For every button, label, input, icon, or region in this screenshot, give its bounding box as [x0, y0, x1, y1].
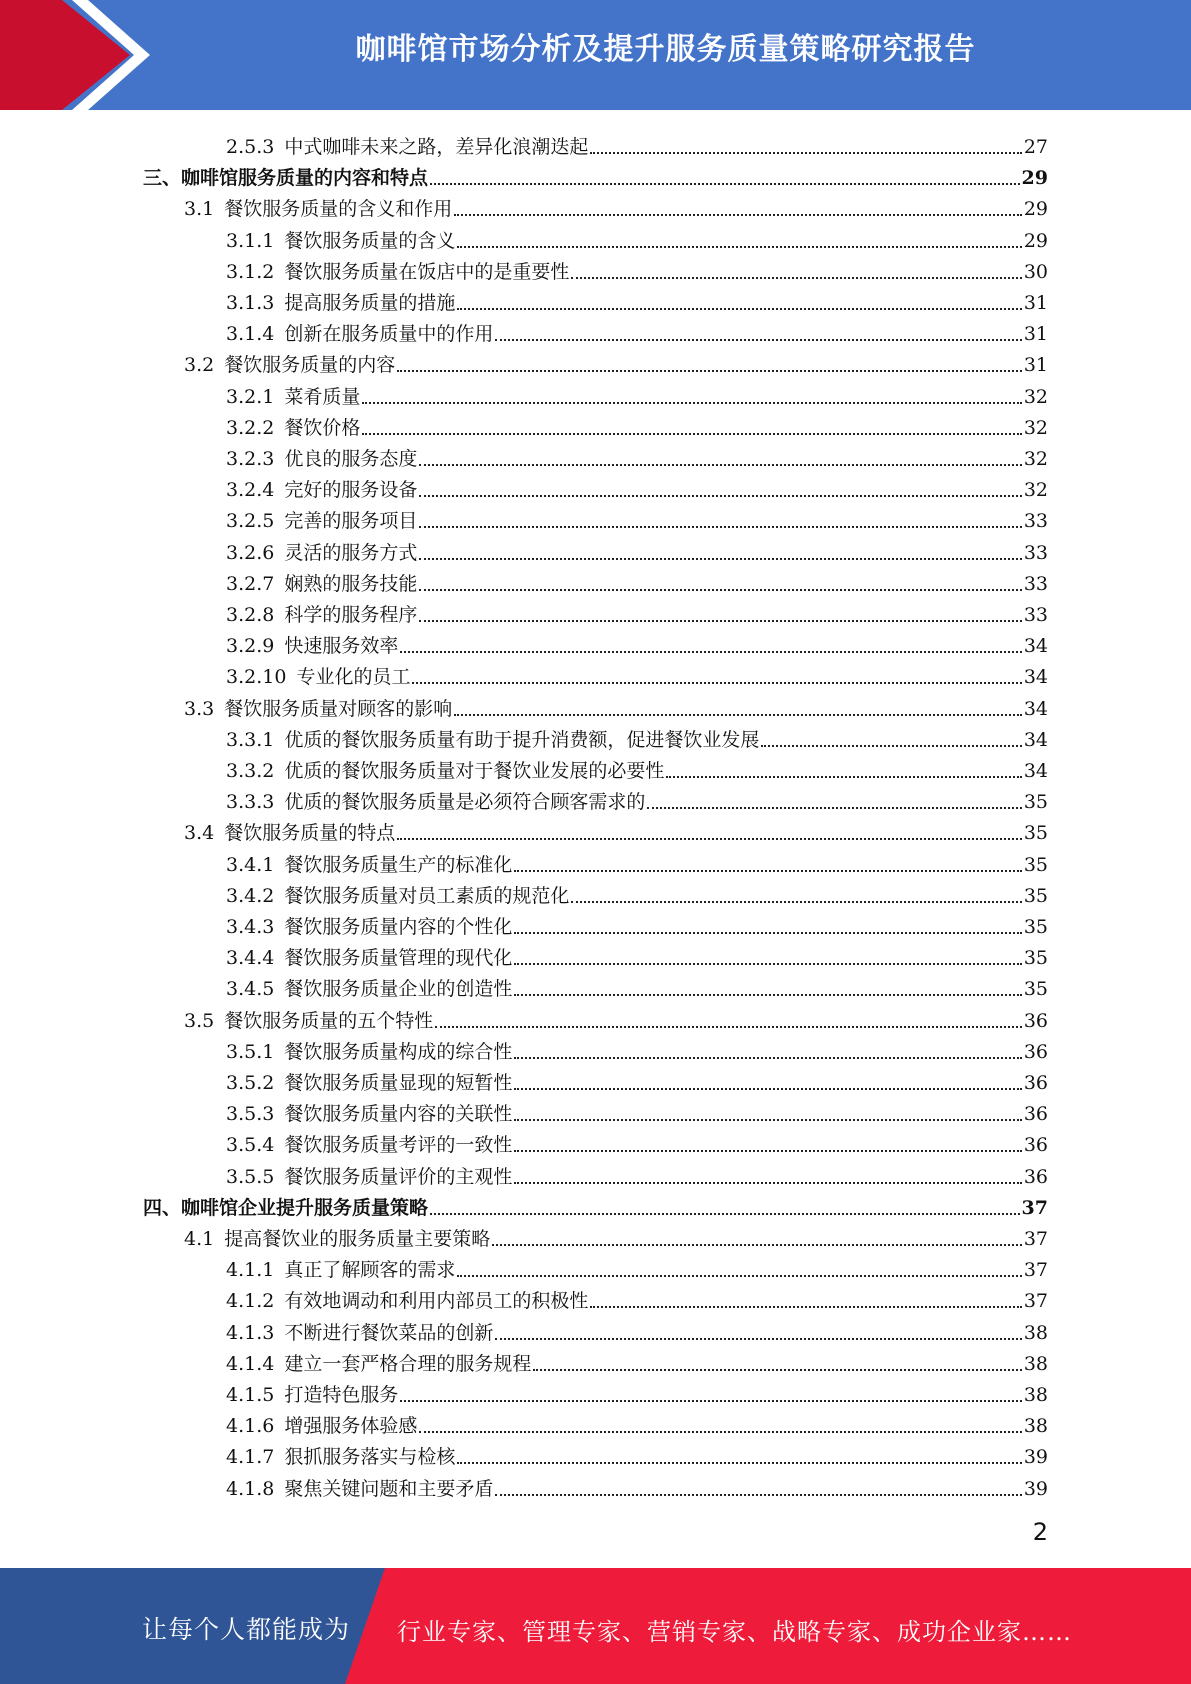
toc-entry-label	[226, 1041, 512, 1064]
toc-entry-page: 37	[1023, 1290, 1048, 1313]
toc-entry-number: 3.4.4	[226, 947, 275, 970]
toc-leader-dots	[362, 402, 1021, 404]
toc-entry-title: 优良的服务态度	[284, 448, 418, 470]
toc-entry-label	[226, 854, 512, 877]
toc-entry-label	[226, 573, 417, 596]
toc-entry-title: 餐饮服务质量内容的关联性	[284, 1103, 513, 1126]
toc-entry-label	[226, 1353, 531, 1376]
toc-entry[interactable]	[226, 1158, 1048, 1189]
toc-entry[interactable]	[184, 814, 1048, 845]
toc-entry-number: 3.3.3	[226, 791, 275, 814]
toc-leader-dots	[457, 308, 1021, 310]
toc-entry-number: 3.1.4	[226, 323, 275, 346]
toc-entry-label	[226, 1478, 493, 1501]
toc-leader-dots	[514, 994, 1021, 996]
toc-entry-label	[143, 1197, 428, 1220]
toc-entry-title: 快速服务效率	[284, 635, 399, 658]
toc-entry-label	[226, 916, 512, 939]
toc-entry-page: 29	[1023, 198, 1048, 221]
toc-entry[interactable]	[226, 502, 1048, 533]
toc-entry-number: 3.2.3	[226, 448, 275, 470]
toc-entry[interactable]	[226, 939, 1048, 970]
toc-entry-title: 餐饮服务质量显现的短暂性	[284, 1072, 513, 1094]
toc-entry[interactable]	[226, 752, 1048, 783]
toc-leader-dots	[457, 246, 1021, 248]
toc-leader-dots	[435, 1026, 1022, 1028]
toc-entry-page: 33	[1023, 572, 1048, 595]
toc-entry[interactable]	[226, 783, 1048, 814]
toc-entry-title: 提高餐饮业的服务质量主要策略	[224, 1228, 491, 1250]
header-arrow-icon	[0, 0, 160, 110]
toc-entry-label	[226, 1259, 455, 1282]
toc-entry-page: 38	[1023, 1384, 1048, 1406]
toc-entry-title: 餐饮服务质量内容的个性化	[284, 916, 513, 938]
toc-entry[interactable]	[226, 565, 1048, 596]
toc-entry-label	[226, 1415, 417, 1438]
toc-entry[interactable]	[226, 658, 1048, 689]
toc-entry-title: 餐饮服务质量对顾客的影响	[224, 697, 453, 720]
toc-entry-title: 餐饮服务质量评价的主观性	[284, 1165, 513, 1188]
toc-entry-title: 灵活的服务方式	[284, 541, 418, 564]
toc-entry-number: 3.2.6	[226, 541, 275, 564]
toc-entry[interactable]	[226, 846, 1048, 877]
toc-entry-number: 4.1.1	[226, 1259, 275, 1282]
toc-entry[interactable]	[226, 1376, 1048, 1407]
toc-entry-page: 39	[1023, 1446, 1048, 1469]
toc-entry[interactable]	[226, 1251, 1048, 1282]
toc-leader-dots	[495, 1338, 1021, 1340]
toc-entry-label	[184, 822, 395, 845]
toc-leader-dots	[362, 433, 1021, 435]
toc-entry-number: 3.2.8	[226, 604, 275, 626]
toc-entry-page: 31	[1023, 354, 1048, 377]
toc-entry-number: 3.1.1	[226, 229, 275, 252]
toc-entry[interactable]	[184, 190, 1048, 221]
toc-entry-title: 三、咖啡馆服务质量的内容和特点	[143, 167, 429, 190]
toc-entry-label	[226, 417, 360, 440]
toc-entry-title: 餐饮服务质量的特点	[224, 822, 396, 845]
toc-entry[interactable]	[226, 1126, 1048, 1157]
toc-entry-label	[226, 666, 410, 689]
toc-entry-label	[226, 323, 493, 346]
toc-entry-number: 3.1.3	[226, 292, 275, 314]
toc-entry-page: 33	[1023, 510, 1048, 533]
toc-entry-label	[226, 1322, 493, 1345]
toc-entry-page: 38	[1023, 1352, 1048, 1375]
toc-entry[interactable]	[226, 1282, 1048, 1313]
toc-entry-page: 29	[1023, 229, 1048, 252]
toc-leader-dots	[419, 589, 1021, 591]
toc-entry[interactable]	[143, 159, 1048, 190]
toc-leader-dots	[647, 807, 1021, 809]
toc-entry-number: 3.1	[184, 198, 215, 221]
toc-leader-dots	[514, 1182, 1021, 1184]
toc-entry-page: 31	[1023, 292, 1048, 314]
toc-entry-label	[226, 1290, 588, 1313]
toc-leader-dots	[514, 963, 1021, 965]
toc-entry[interactable]	[226, 128, 1048, 159]
toc-entry-label	[226, 791, 645, 814]
toc-entry-label	[226, 1166, 512, 1189]
toc-entry-page: 38	[1023, 1321, 1048, 1344]
toc-entry-number: 3.4.3	[226, 916, 275, 938]
toc-entry-title: 餐饮服务质量生产的标准化	[284, 853, 513, 876]
toc-entry-number: 3.3.1	[226, 728, 275, 751]
toc-entry-title: 创新在服务质量中的作用	[284, 323, 494, 346]
page-number: 2	[1032, 1518, 1048, 1546]
toc-entry-page: 35	[1023, 978, 1048, 1001]
toc-entry-page: 32	[1023, 448, 1048, 470]
toc-entry-number: 3.5	[184, 1009, 215, 1032]
toc-leader-dots	[419, 495, 1021, 497]
toc-entry[interactable]	[226, 1345, 1048, 1376]
toc-entry-label	[226, 1134, 512, 1157]
toc-entry[interactable]	[184, 1220, 1048, 1251]
toc-entry[interactable]	[226, 440, 1048, 471]
toc-entry-label	[184, 1228, 490, 1251]
toc-entry-number: 3.4.1	[226, 853, 275, 876]
toc-entry-page: 36	[1023, 1134, 1048, 1157]
toc-leader-dots	[397, 370, 1022, 372]
toc-entry-page: 35	[1023, 947, 1048, 970]
toc-entry-number: 3.3	[184, 697, 215, 720]
toc-entry-page: 36	[1023, 1009, 1048, 1032]
toc-entry-label	[184, 354, 395, 377]
toc-entry[interactable]	[226, 1064, 1048, 1095]
toc-entry-title: 餐饮价格	[284, 416, 361, 439]
toc-entry-page: 29	[1021, 167, 1048, 190]
toc-entry[interactable]	[226, 409, 1048, 440]
toc-entry[interactable]	[226, 596, 1048, 627]
toc-entry-label	[226, 1072, 512, 1095]
toc-entry-label	[184, 198, 452, 221]
toc-entry-page: 35	[1023, 884, 1048, 907]
toc-entry-label	[226, 1384, 398, 1407]
toc-entry-page: 35	[1023, 791, 1048, 814]
toc-entry-title: 餐饮服务质量的内容	[224, 354, 396, 377]
toc-entry-title: 完好的服务设备	[284, 479, 418, 502]
toc-entry-page: 31	[1023, 323, 1048, 346]
toc-entry-label	[226, 729, 759, 752]
toc-entry-page: 34	[1023, 728, 1048, 751]
toc-leader-dots	[514, 932, 1021, 934]
toc-leader-dots	[495, 1494, 1021, 1496]
toc-entry-page: 34	[1023, 666, 1048, 689]
toc-entry-label	[184, 1010, 433, 1033]
toc-entry-title: 娴熟的服务技能	[284, 572, 418, 595]
toc-entry[interactable]	[226, 378, 1048, 409]
toc-leader-dots	[761, 745, 1021, 747]
toc-entry-title: 餐饮服务质量对员工素质的规范化	[284, 884, 570, 907]
toc-entry-title: 提高服务质量的措施	[284, 292, 456, 314]
toc-entry[interactable]	[226, 1033, 1048, 1064]
toc-entry-title: 餐饮服务质量的五个特性	[224, 1009, 434, 1032]
toc-entry-title: 四、咖啡馆企业提升服务质量策略	[143, 1196, 429, 1219]
toc-entry-label	[226, 542, 417, 565]
toc-entry-page: 37	[1021, 1196, 1048, 1219]
toc-entry-label	[226, 292, 455, 315]
toc-entry-title: 专业化的员工	[296, 666, 411, 689]
toc-entry-title: 打造特色服务	[284, 1384, 399, 1406]
toc-entry[interactable]	[226, 1470, 1048, 1501]
toc-entry-title: 不断进行餐饮菜品的创新	[284, 1321, 494, 1344]
toc-entry-number: 3.5.3	[226, 1103, 275, 1126]
toc-entry-title: 餐饮服务质量的含义和作用	[224, 198, 453, 221]
toc-entry[interactable]	[226, 315, 1048, 346]
toc-leader-dots	[590, 1306, 1021, 1308]
toc-entry-page: 27	[1023, 136, 1048, 158]
toc-entry-label	[226, 386, 360, 409]
toc-entry-page: 36	[1023, 1072, 1048, 1094]
toc-leader-dots	[666, 776, 1021, 778]
toc-leader-dots	[457, 1462, 1021, 1464]
toc-entry-page: 35	[1023, 916, 1048, 938]
toc-entry[interactable]	[226, 627, 1048, 658]
toc-entry-page: 33	[1023, 604, 1048, 626]
toc-entry-title: 真正了解顾客的需求	[284, 1259, 456, 1282]
toc-leader-dots	[419, 558, 1021, 560]
toc-entry-label	[226, 604, 417, 627]
toc-entry[interactable]	[226, 970, 1048, 1001]
toc-entry[interactable]	[226, 471, 1048, 502]
toc-leader-dots	[400, 1400, 1021, 1402]
toc-entry-label	[226, 479, 417, 502]
toc-entry[interactable]	[226, 253, 1048, 284]
toc-entry-number: 4.1.2	[226, 1290, 275, 1313]
toc-entry-page: 32	[1023, 479, 1048, 502]
toc-leader-dots	[571, 277, 1021, 279]
toc-entry-page: 38	[1023, 1415, 1048, 1438]
toc-entry-page: 36	[1023, 1103, 1048, 1126]
toc-entry-label	[226, 978, 512, 1001]
toc-entry-title: 餐饮服务质量在饭店中的是重要性	[284, 260, 570, 283]
toc-entry-title: 有效地调动和利用内部员工的积极性	[284, 1290, 589, 1313]
toc-leader-dots	[400, 651, 1021, 653]
toc-entry-number: 4.1.8	[226, 1477, 275, 1500]
toc-entry-title: 餐饮服务质量构成的综合性	[284, 1040, 513, 1063]
toc-entry[interactable]	[226, 222, 1048, 253]
toc-leader-dots	[533, 1369, 1021, 1371]
toc-entry-page: 39	[1023, 1477, 1048, 1500]
toc-entry-title: 完善的服务项目	[284, 510, 418, 533]
toc-leader-dots	[514, 870, 1021, 872]
toc-entry-number: 3.1.2	[226, 260, 275, 283]
toc-entry-title: 中式咖啡未来之路，差异化浪潮迭起	[284, 136, 589, 158]
toc-entry-page: 34	[1023, 635, 1048, 658]
toc-entry-label	[226, 136, 588, 159]
toc-entry-number: 3.2.7	[226, 572, 275, 595]
toc-entry-label	[226, 947, 512, 970]
toc-entry[interactable]	[226, 1407, 1048, 1438]
toc-entry-page: 35	[1023, 822, 1048, 845]
toc-leader-dots	[419, 464, 1021, 466]
toc-entry-page: 34	[1023, 697, 1048, 720]
toc-leader-dots	[419, 620, 1021, 622]
toc-entry-page: 33	[1023, 541, 1048, 564]
toc-entry-page: 37	[1023, 1228, 1048, 1250]
toc-entry-number: 3.5.2	[226, 1072, 275, 1094]
toc-entry[interactable]	[226, 1314, 1048, 1345]
toc-entry[interactable]	[143, 1189, 1048, 1220]
toc-entry-number: 3.4.2	[226, 884, 275, 907]
toc-entry-page: 35	[1023, 853, 1048, 876]
toc-leader-dots	[495, 339, 1021, 341]
toc-entry-number: 3.2.9	[226, 635, 275, 658]
toc-entry-number: 2.5.3	[226, 136, 275, 158]
toc-entry-number: 4.1.5	[226, 1384, 275, 1406]
toc-entry-number: 4.1.3	[226, 1321, 275, 1344]
toc-entry-page: 32	[1023, 416, 1048, 439]
toc-entry-title: 狠抓服务落实与检核	[284, 1446, 456, 1469]
toc-entry-number: 4.1.6	[226, 1415, 275, 1438]
toc-entry-label	[226, 1446, 455, 1469]
toc-entry-number: 3.2.4	[226, 479, 275, 502]
toc-leader-dots	[419, 526, 1021, 528]
toc-entry-label	[226, 635, 398, 658]
toc-entry-page: 36	[1023, 1165, 1048, 1188]
toc-entry[interactable]	[226, 877, 1048, 908]
toc-entry-title: 优质的餐饮服务质量对于餐饮业发展的必要性	[284, 760, 665, 782]
toc-entry-title: 餐饮服务质量考评的一致性	[284, 1134, 513, 1157]
toc-entry-title: 建立一套严格合理的服务规程	[284, 1352, 532, 1375]
toc-entry-number: 3.3.2	[226, 760, 275, 782]
toc-entry-number: 3.4.5	[226, 978, 275, 1001]
page-header	[0, 0, 1191, 110]
toc-leader-dots	[454, 714, 1022, 716]
toc-entry[interactable]	[226, 284, 1048, 315]
toc-leader-dots	[514, 1088, 1021, 1090]
toc-leader-dots	[571, 901, 1021, 903]
toc-entry-label	[226, 760, 664, 783]
footer-roles: 行业专家、管理专家、营销专家、战略专家、成功企业家……	[397, 1618, 1072, 1646]
toc-entry-label	[226, 510, 417, 533]
toc-entry[interactable]	[184, 346, 1048, 377]
toc-leader-dots	[514, 1057, 1021, 1059]
toc-entry-label	[226, 261, 569, 284]
toc-entry-label	[226, 230, 455, 253]
toc-entry[interactable]	[226, 534, 1048, 565]
toc-entry-title: 餐饮服务质量企业的创造性	[284, 978, 513, 1001]
toc-entry-number: 4.1	[184, 1228, 215, 1250]
toc-leader-dots	[590, 152, 1021, 154]
document-title: 咖啡馆市场分析及提升服务质量策略研究报告	[355, 32, 976, 67]
toc-entry-title: 增强服务体验感	[284, 1415, 418, 1438]
toc-entry-title: 优质的餐饮服务质量是必须符合顾客需求的	[284, 791, 646, 814]
toc-entry-label	[226, 1103, 512, 1126]
toc-entry-title: 餐饮服务质量的含义	[284, 229, 456, 252]
toc-leader-dots	[412, 682, 1021, 684]
toc-entry-number: 3.5.5	[226, 1165, 275, 1188]
toc-leader-dots	[514, 1150, 1021, 1152]
toc-entry-number: 3.2	[184, 354, 215, 377]
toc-entry[interactable]	[226, 1438, 1048, 1469]
toc-entry-number: 3.2.5	[226, 510, 275, 533]
toc-entry-label	[226, 885, 569, 908]
toc-entry-page: 36	[1023, 1040, 1048, 1063]
toc-entry-label	[226, 448, 417, 471]
toc-entry[interactable]	[226, 721, 1048, 752]
toc-entry-number: 4.1.4	[226, 1352, 275, 1375]
toc-leader-dots	[430, 183, 1020, 185]
page-footer	[0, 1568, 1191, 1684]
toc-leader-dots	[397, 838, 1022, 840]
toc-entry-title: 聚焦关键问题和主要矛盾	[284, 1477, 494, 1500]
toc-entry[interactable]	[226, 1095, 1048, 1126]
toc-entry-number: 4.1.7	[226, 1446, 275, 1469]
toc-entry-page: 30	[1023, 260, 1048, 283]
toc-entry-number: 3.4	[184, 822, 215, 845]
toc-leader-dots	[514, 1119, 1021, 1121]
toc-leader-dots	[492, 1244, 1022, 1246]
toc-entry-number: 3.2.1	[226, 385, 275, 408]
toc-leader-dots	[430, 1213, 1020, 1215]
toc-leader-dots	[419, 1431, 1021, 1433]
toc-entry-title: 菜肴质量	[284, 385, 361, 408]
toc-entry-number: 3.2.10	[226, 666, 287, 689]
toc-entry[interactable]	[184, 690, 1048, 721]
toc-entry[interactable]	[184, 1002, 1048, 1033]
toc-entry-title: 科学的服务程序	[284, 604, 418, 626]
toc-leader-dots	[454, 214, 1022, 216]
toc-entry-number: 3.2.2	[226, 416, 275, 439]
toc-leader-dots	[457, 1275, 1021, 1277]
toc-entry-title: 餐饮服务质量管理的现代化	[284, 947, 513, 970]
toc-entry-label	[184, 698, 452, 721]
toc-entry[interactable]	[226, 908, 1048, 939]
toc-entry-number: 3.5.1	[226, 1040, 275, 1063]
toc-entry-page: 32	[1023, 385, 1048, 408]
toc-entry-page: 37	[1023, 1259, 1048, 1282]
toc-entry-title: 优质的餐饮服务质量有助于提升消费额，促进餐饮业发展	[284, 728, 760, 751]
toc-entry-number: 3.5.4	[226, 1134, 275, 1157]
toc-entry-page: 34	[1023, 760, 1048, 782]
toc-entry-label	[143, 167, 428, 190]
footer-slogan: 让每个人都能成为	[142, 1615, 351, 1644]
